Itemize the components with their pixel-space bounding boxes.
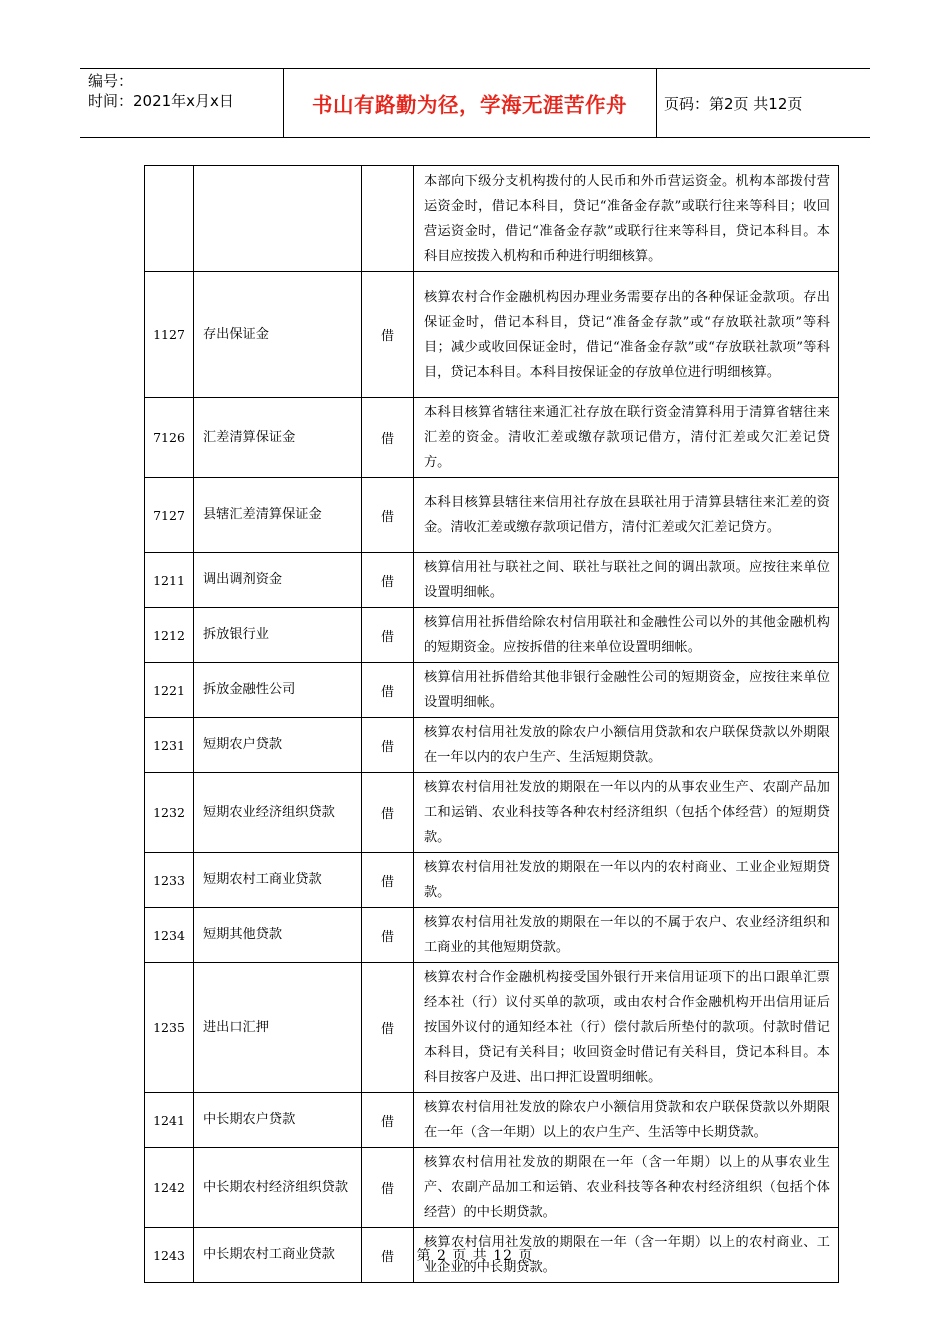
account-description: 核算农村信用社发放的期限在一年（含一年期）以上的农村商业、工业企业的中长期贷款。 (414, 1228, 839, 1283)
balance-direction: 借 (362, 718, 414, 773)
table-row (145, 908, 839, 963)
account-code: 1235 (145, 963, 194, 1093)
account-code: 7126 (145, 398, 194, 478)
table-row (145, 1148, 839, 1228)
account-code: 1233 (145, 853, 194, 908)
table-row (145, 608, 839, 663)
account-code: 1243 (145, 1228, 194, 1283)
account-description: 本科目核算县辖往来信用社存放在县联社用于清算县辖往来汇差的资金。清收汇差或缴存款项记借方，清付汇差或欠汇差记贷方。 (414, 478, 839, 553)
account-description: 核算信用社拆借给除农村信用联社和金融性公司以外的其他金融机构的短期资金。应按拆借的往来单位设置明细帐。 (414, 608, 839, 663)
balance-direction: 借 (362, 908, 414, 963)
account-description: 本科目核算省辖往来通汇社存放在联行资金清算科用于清算省辖往来汇差的资金。清收汇差或缴存款项记借方，清付汇差或欠汇差记贷方。 (414, 398, 839, 478)
account-name: 短期农村工商业贷款 (194, 853, 362, 908)
account-description: 核算农村信用社发放的期限在一年以内的从事农业生产、农副产品加工和运销、农业科技等各种农村经济组织（包括个体经营）的短期贷款。 (414, 773, 839, 853)
account-description: 核算农村信用社发放的期限在一年以内的农村商业、工业企业短期贷款。 (414, 853, 839, 908)
balance-direction: 借 (362, 773, 414, 853)
account-code: 1232 (145, 773, 194, 853)
account-name: 拆放银行业 (194, 608, 362, 663)
account-name (194, 166, 362, 272)
table-row (145, 553, 839, 608)
balance-direction: 借 (362, 608, 414, 663)
table-row (145, 718, 839, 773)
account-name: 调出调剂资金 (194, 553, 362, 608)
account-name: 进出口汇押 (194, 963, 362, 1093)
account-description: 核算农村信用社发放的期限在一年（含一年期）以上的从事农业生产、农副产品加工和运销、农业科技等各种农村经济组织（包括个体经营）的中长期贷款。 (414, 1148, 839, 1228)
account-name: 县辖汇差清算保证金 (194, 478, 362, 553)
header-page-code: 页码：第2页 共12页 (664, 94, 803, 113)
balance-direction: 借 (362, 1228, 414, 1283)
account-name: 中长期农村工商业贷款 (194, 1228, 362, 1283)
table-row (145, 478, 839, 553)
table-row (145, 1093, 839, 1148)
table-row (145, 853, 839, 908)
account-description: 核算农村信用社发放的期限在一年以的不属于农户、农业经济组织和工商业的其他短期贷款。 (414, 908, 839, 963)
account-description: 核算农村合作金融机构因办理业务需要存出的各种保证金款项。存出保证金时，借记本科目，贷记“准备金存款”或“存放联社款项”等科目；减少或收回保证金时，借记“准备金存款”或“存放联社款项”等科目，贷记本科目。本科目按保证金的存放单位进行明细核算。 (414, 272, 839, 398)
balance-direction: 借 (362, 853, 414, 908)
account-code: 1127 (145, 272, 194, 398)
account-name: 短期农户贷款 (194, 718, 362, 773)
table-row (145, 166, 839, 272)
balance-direction: 借 (362, 963, 414, 1093)
header-meta (88, 71, 283, 111)
balance-direction (362, 166, 414, 272)
document-number-label: 编号： (88, 72, 134, 90)
account-name: 汇差清算保证金 (194, 398, 362, 478)
balance-direction: 借 (362, 398, 414, 478)
account-name: 短期农业经济组织贷款 (194, 773, 362, 853)
table-row (145, 398, 839, 478)
balance-direction: 借 (362, 1093, 414, 1148)
account-code (145, 166, 194, 272)
account-code: 7127 (145, 478, 194, 553)
account-name: 短期其他贷款 (194, 908, 362, 963)
account-description: 核算农村信用社发放的除农户小额信用贷款和农户联保贷款以外期限在一年以内的农户生产、生活短期贷款。 (414, 718, 839, 773)
account-code: 1212 (145, 608, 194, 663)
account-name: 中长期农户贷款 (194, 1093, 362, 1148)
table-row (145, 663, 839, 718)
table-row (145, 963, 839, 1093)
account-description: 核算信用社拆借给其他非银行金融性公司的短期资金，应按往来单位设置明细帐。 (414, 663, 839, 718)
account-code: 1221 (145, 663, 194, 718)
account-code: 1242 (145, 1148, 194, 1228)
table-row (145, 272, 839, 398)
account-name: 拆放金融性公司 (194, 663, 362, 718)
table-row (145, 773, 839, 853)
account-description: 本部向下级分支机构拨付的人民币和外币营运资金。机构本部拨付营运资金时，借记本科目，贷记“准备金存款”或联行往来等科目；收回营运资金时，借记“准备金存款”或联行往来等科目，贷记本科目。本科目应按拨入机构和币种进行明细核算。 (414, 166, 839, 272)
account-code: 1211 (145, 553, 194, 608)
page-footer: 第 2 页 共 12 页 (416, 1248, 534, 1264)
page-header (80, 68, 870, 138)
account-code: 1241 (145, 1093, 194, 1148)
balance-direction: 借 (362, 478, 414, 553)
account-description: 核算农村合作金融机构接受国外银行开来信用证项下的出口跟单汇票经本社（行）议付买单的款项，或由农村合作金融机构开出信用证后按国外议付的通知经本社（行）偿付款后所垫付的款项。付款时借记本科目，贷记有关科目；收回资金时借记有关科目，贷记本科目。本科目按客户及进、出口押汇设置明细帐。 (414, 963, 839, 1093)
account-subjects-table (144, 165, 839, 1283)
account-description: 核算信用社与联社之间、联社与联社之间的调出款项。应按往来单位设置明细帐。 (414, 553, 839, 608)
balance-direction: 借 (362, 1148, 414, 1228)
balance-direction: 借 (362, 272, 414, 398)
document-date-label: 时间：2021年x月x日 (88, 92, 234, 110)
balance-direction: 借 (362, 663, 414, 718)
balance-direction: 借 (362, 553, 414, 608)
header-motto: 书山有路勤为径，学海无涯苦作舟 (312, 93, 627, 117)
account-name: 中长期农村经济组织贷款 (194, 1148, 362, 1228)
account-code: 1231 (145, 718, 194, 773)
account-description: 核算农村信用社发放的除农户小额信用贷款和农户联保贷款以外期限在一年（含一年期）以上的农户生产、生活等中长期贷款。 (414, 1093, 839, 1148)
account-code: 1234 (145, 908, 194, 963)
account-name: 存出保证金 (194, 272, 362, 398)
